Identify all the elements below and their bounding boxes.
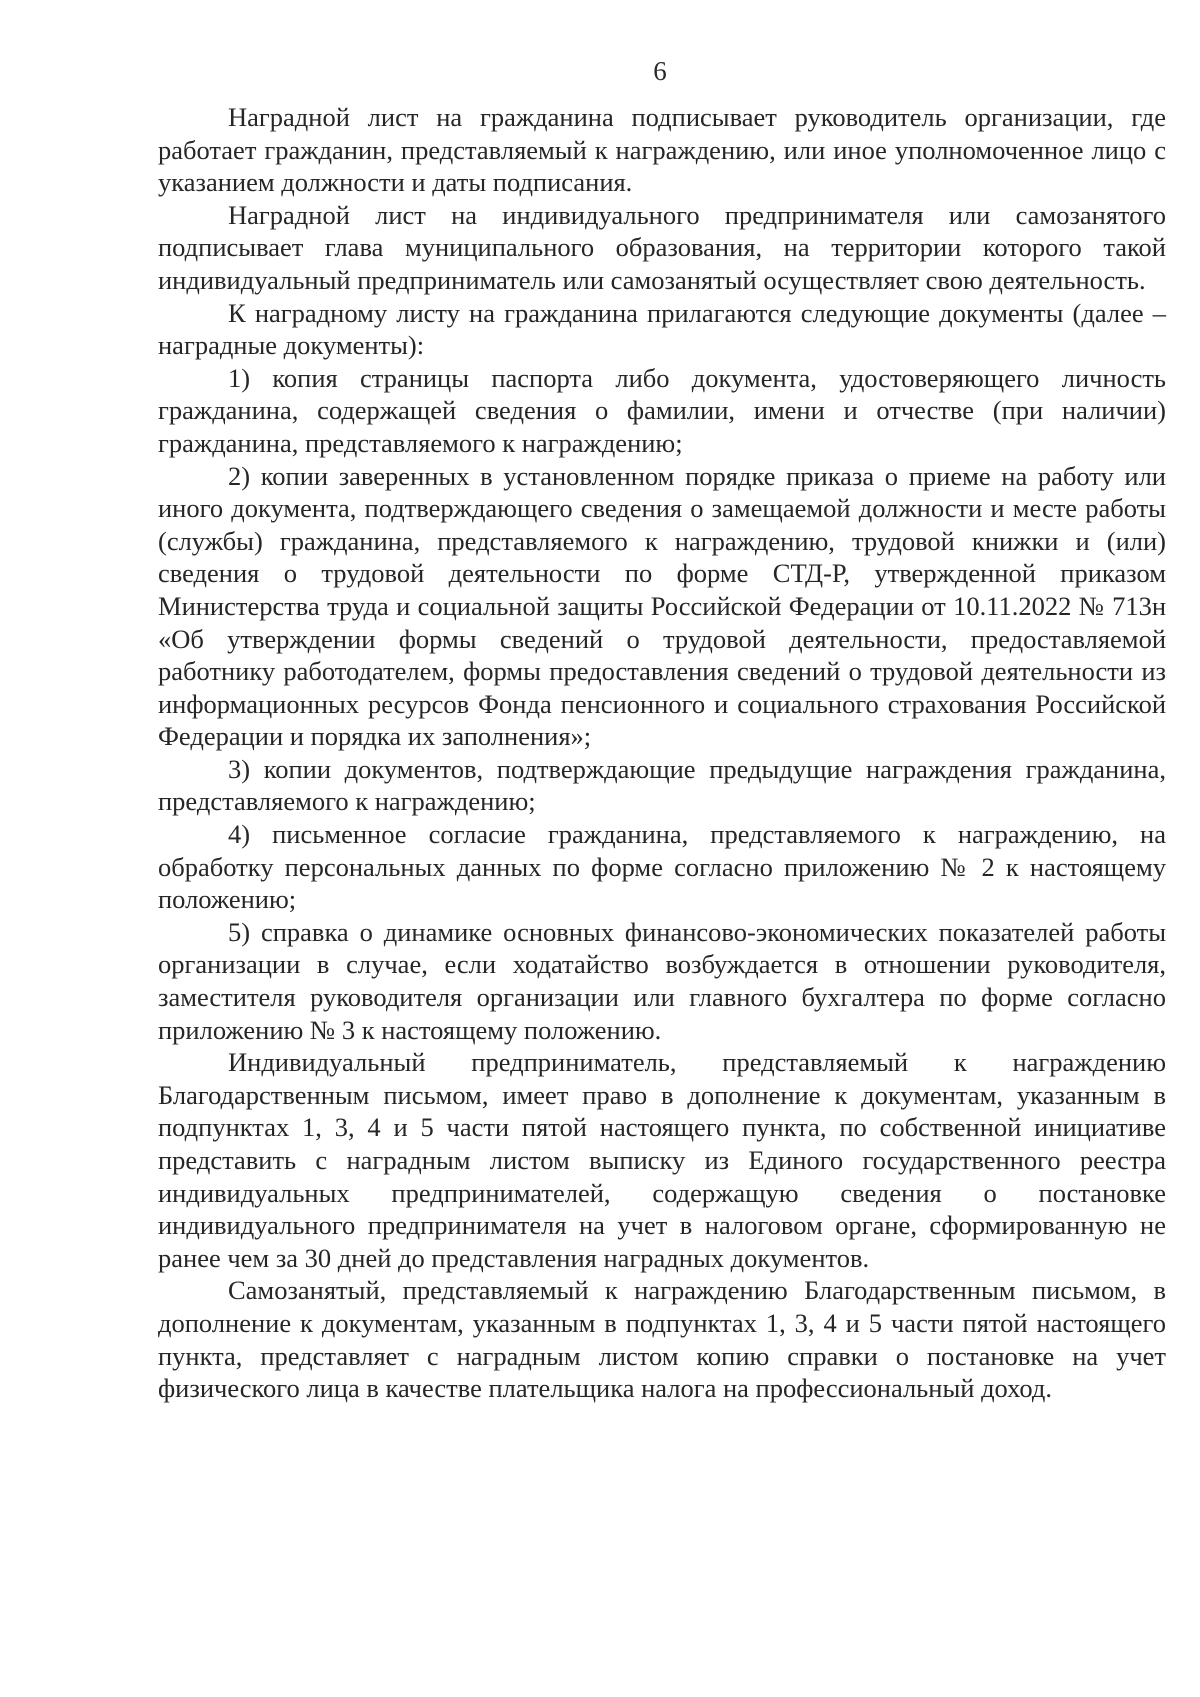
- paragraph-individual-entrepreneur: Индивидуальный предприниматель, представляемый к награждению Благодарственным письмом, имеет право в дополнение к документам, указанным в подпунктах 1, 3, 4 и 5 части пятой настоящего пункта, по собственной инициативе представить с наградным листом выписку из Единого государственного реестра индивидуальных предпринимателей, содержащую сведения о постановке индивидуального предпринимателя на учет в налоговом органе, сформированную не ранее чем за 30 дней до представления наградных документов.: [158, 1047, 1166, 1273]
- paragraph-entrepreneur-signature: Наградной лист на индивидуального предпринимателя или самозанятого подписывает глава муниципального образования, на территории которого такой индивидуальный предприниматель или самозанятый осуществляет свою деятельность.: [158, 199, 1166, 295]
- paragraph-self-employed: Самозанятый, представляемый к награждению Благодарственным письмом, в дополнение к документам, указанным в подпунктах 1, 3, 4 и 5 части пятой настоящего пункта, представляет с наградным листом копию справки о постановке на учет физического лица в качестве плательщика налога на профессиональный доход.: [158, 1275, 1166, 1404]
- list-item-previous-awards: 3) копии документов, подтверждающие предыдущие награждения гражданина, представляемого к награждению;: [158, 753, 1166, 817]
- list-item-passport-copy: 1) копия страницы паспорта либо документа, удостоверяющего личность гражданина, содержащей сведения о фамилии, имени и отчестве (при наличии) гражданина, представляемого к награждению;: [158, 362, 1166, 458]
- page-number: 6: [653, 56, 667, 86]
- document-body: [158, 101, 1166, 1405]
- paragraph-attached-documents: К наградному листу на гражданина прилагаются следующие документы (далее – наградные документы):: [158, 297, 1166, 361]
- list-item-employment-documents: 2) копии заверенных в установленном порядке приказа о приеме на работу или иного документа, подтверждающего сведения о замещаемой должности и месте работы (службы) гражданина, представляемого к награждению, трудовой книжки и (или) сведения о трудовой деятельности по форме СТД-Р, утвержденной приказом Министерства труда и социальной защиты Российской Федерации от 10.11.2022 № 713н «Об утверждении формы сведений о трудовой деятельности, предоставляемой работнику работодателем, формы предоставления сведений о трудовой деятельности из информационных ресурсов Фонда пенсионного и социального страхования Российской Федерации и порядка их заполнения»;: [158, 460, 1166, 752]
- list-item-financial-report: 5) справка о динамике основных финансово-экономических показателей работы организации в случае, если ходатайство возбуждается в отношении руководителя, заместителя руководителя организации или главного бухгалтера по форме согласно приложению № 3 к настоящему положению.: [158, 916, 1166, 1045]
- paragraph-award-sheet-signature: Наградной лист на гражданина подписывает руководитель организации, где работает гражданин, представляемый к награждению, или иное уполномоченное лицо с указанием должности и даты подписания.: [158, 102, 1166, 198]
- list-item-personal-data-consent: 4) письменное согласие гражданина, представляемого к награждению, на обработку персональных данных по форме согласно приложению № 2 к настоящему положению;: [158, 819, 1166, 915]
